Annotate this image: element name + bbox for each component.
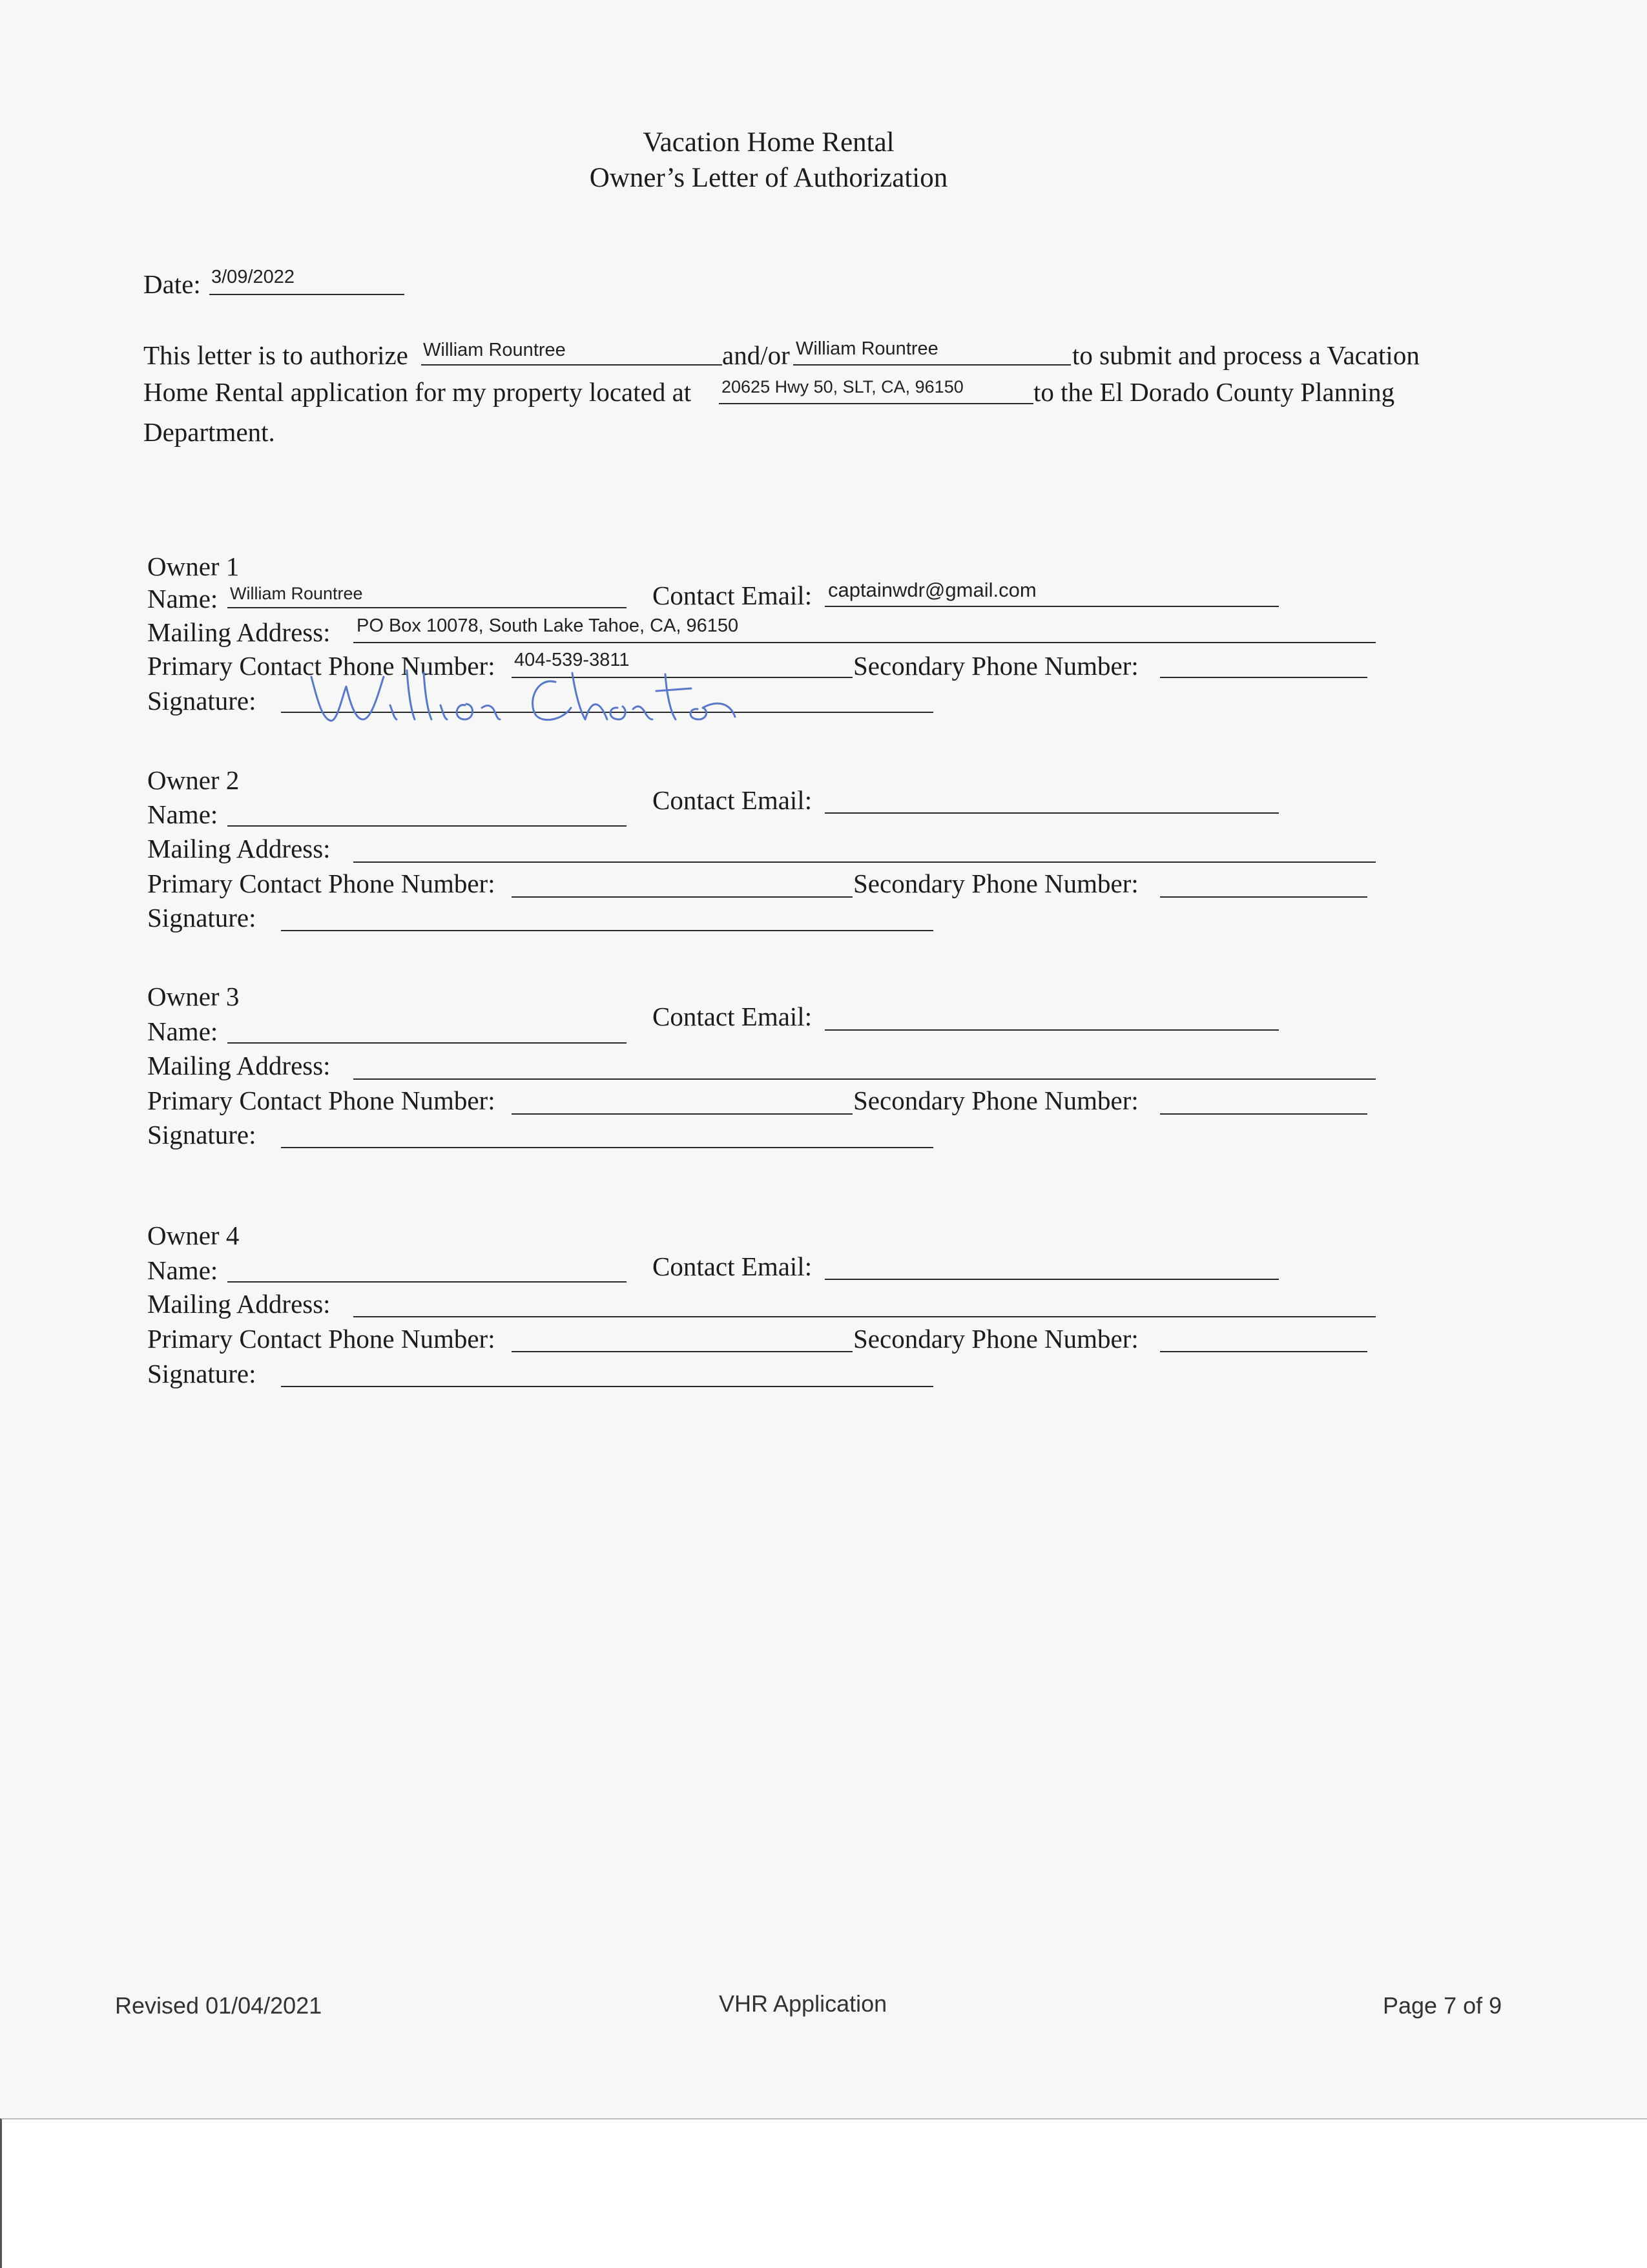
owner-4-secondary-phone-line [1160, 1351, 1367, 1352]
owner-1-email-label: Contact Email: [652, 581, 813, 610]
owner-1-address-value[interactable]: PO Box 10078, South Lake Tahoe, CA, 96150 [357, 615, 739, 636]
auth-text-5: Department. [143, 417, 275, 447]
owner-2-primary-phone-line [512, 896, 853, 898]
owner-2-secondary-phone-label: Secondary Phone Number: [853, 869, 1139, 898]
owner-2-address-line [353, 861, 1376, 863]
page-title: Vacation Home Rental [643, 127, 895, 158]
auth-text-3: Home Rental application for my property located at [143, 377, 692, 407]
date-label: Date: [143, 269, 201, 299]
owner-1-email-line [825, 606, 1279, 607]
owner-4-signature-line[interactable] [281, 1386, 933, 1387]
scan-bottom-margin [0, 2118, 1647, 2268]
authorized-person-2[interactable]: William Rountree [796, 338, 938, 359]
owner-1-address-label: Mailing Address: [147, 617, 331, 647]
footer-revised: Revised 01/04/2021 [115, 1992, 322, 2019]
owner-3-address-line [353, 1078, 1376, 1080]
authorized-person-2-line [793, 364, 1071, 366]
owner-1-heading: Owner 1 [147, 552, 240, 581]
footer-center: VHR Application [719, 1990, 887, 2017]
owner-1-secondary-phone-label: Secondary Phone Number: [853, 651, 1139, 681]
owner-3-primary-phone-label: Primary Contact Phone Number: [147, 1086, 495, 1115]
auth-text-4: to the El Dorado County Planning [1033, 377, 1395, 407]
authorized-person-1-line [421, 364, 722, 366]
owner-3-secondary-phone-line [1160, 1113, 1367, 1115]
footer-page-number: Page 7 of 9 [1383, 1992, 1502, 2019]
owner-4-name-line [227, 1281, 627, 1283]
owner-4-secondary-phone-label: Secondary Phone Number: [853, 1324, 1139, 1354]
property-address[interactable]: 20625 Hwy 50, SLT, CA, 96150 [721, 377, 964, 397]
owner-3-name-line [227, 1042, 627, 1044]
owner-4-primary-phone-label: Primary Contact Phone Number: [147, 1324, 495, 1354]
owner-2-email-line [825, 812, 1279, 814]
owner-2-primary-phone-label: Primary Contact Phone Number: [147, 869, 495, 898]
owner-2-secondary-phone-line [1160, 896, 1367, 898]
owner-3-primary-phone-line [512, 1113, 853, 1115]
owner-2-name-line [227, 825, 627, 827]
owner-1-signature-image [304, 657, 743, 727]
owner-3-email-line [825, 1029, 1279, 1031]
property-address-line [719, 403, 1033, 404]
owner-1-secondary-phone-line [1160, 677, 1367, 678]
owner-2-signature-line[interactable] [281, 930, 933, 931]
owner-1-primary-phone-label: Primary Contact Phone Number: [147, 651, 495, 681]
owner-3-secondary-phone-label: Secondary Phone Number: [853, 1086, 1139, 1115]
owner-1-address-line [353, 642, 1376, 643]
owner-4-signature-label: Signature: [147, 1359, 256, 1388]
owner-3-email-label: Contact Email: [652, 1002, 813, 1031]
owner-2-signature-label: Signature: [147, 903, 256, 933]
owner-1-name-label: Name: [147, 584, 218, 613]
owner-3-name-label: Name: [147, 1016, 218, 1046]
owner-3-address-label: Mailing Address: [147, 1051, 331, 1080]
owner-4-address-line [353, 1316, 1376, 1317]
owner-4-email-label: Contact Email: [652, 1252, 813, 1281]
owner-1-name-value[interactable]: William Rountree [230, 584, 363, 603]
auth-text-2: to submit and process a Vacation [1072, 340, 1420, 370]
owner-2-address-label: Mailing Address: [147, 834, 331, 863]
owner-2-email-label: Contact Email: [652, 785, 813, 815]
date-line [209, 294, 404, 295]
owner-3-signature-label: Signature: [147, 1120, 256, 1149]
auth-text-1: This letter is to authorize [143, 340, 408, 370]
owner-1-name-line [227, 607, 627, 608]
owner-1-email-value[interactable]: captainwdr@gmail.com [828, 579, 1037, 601]
owner-3-heading: Owner 3 [147, 982, 240, 1011]
authorized-person-1[interactable]: William Rountree [423, 340, 566, 360]
date-value[interactable]: 3/09/2022 [211, 267, 295, 287]
owner-2-heading: Owner 2 [147, 765, 240, 795]
owner-1-signature-label: Signature: [147, 686, 256, 716]
owner-3-signature-line[interactable] [281, 1147, 933, 1148]
owner-2-name-label: Name: [147, 799, 218, 829]
owner-4-primary-phone-line [512, 1351, 853, 1352]
owner-4-address-label: Mailing Address: [147, 1289, 331, 1319]
owner-4-email-line [825, 1279, 1279, 1280]
owner-4-name-label: Name: [147, 1255, 218, 1285]
owner-1-primary-phone-value[interactable]: 404-539-3811 [514, 650, 630, 670]
owner-4-heading: Owner 4 [147, 1221, 240, 1250]
auth-and-or: and/or [722, 340, 790, 370]
page-subtitle: Owner’s Letter of Authorization [589, 163, 948, 193]
